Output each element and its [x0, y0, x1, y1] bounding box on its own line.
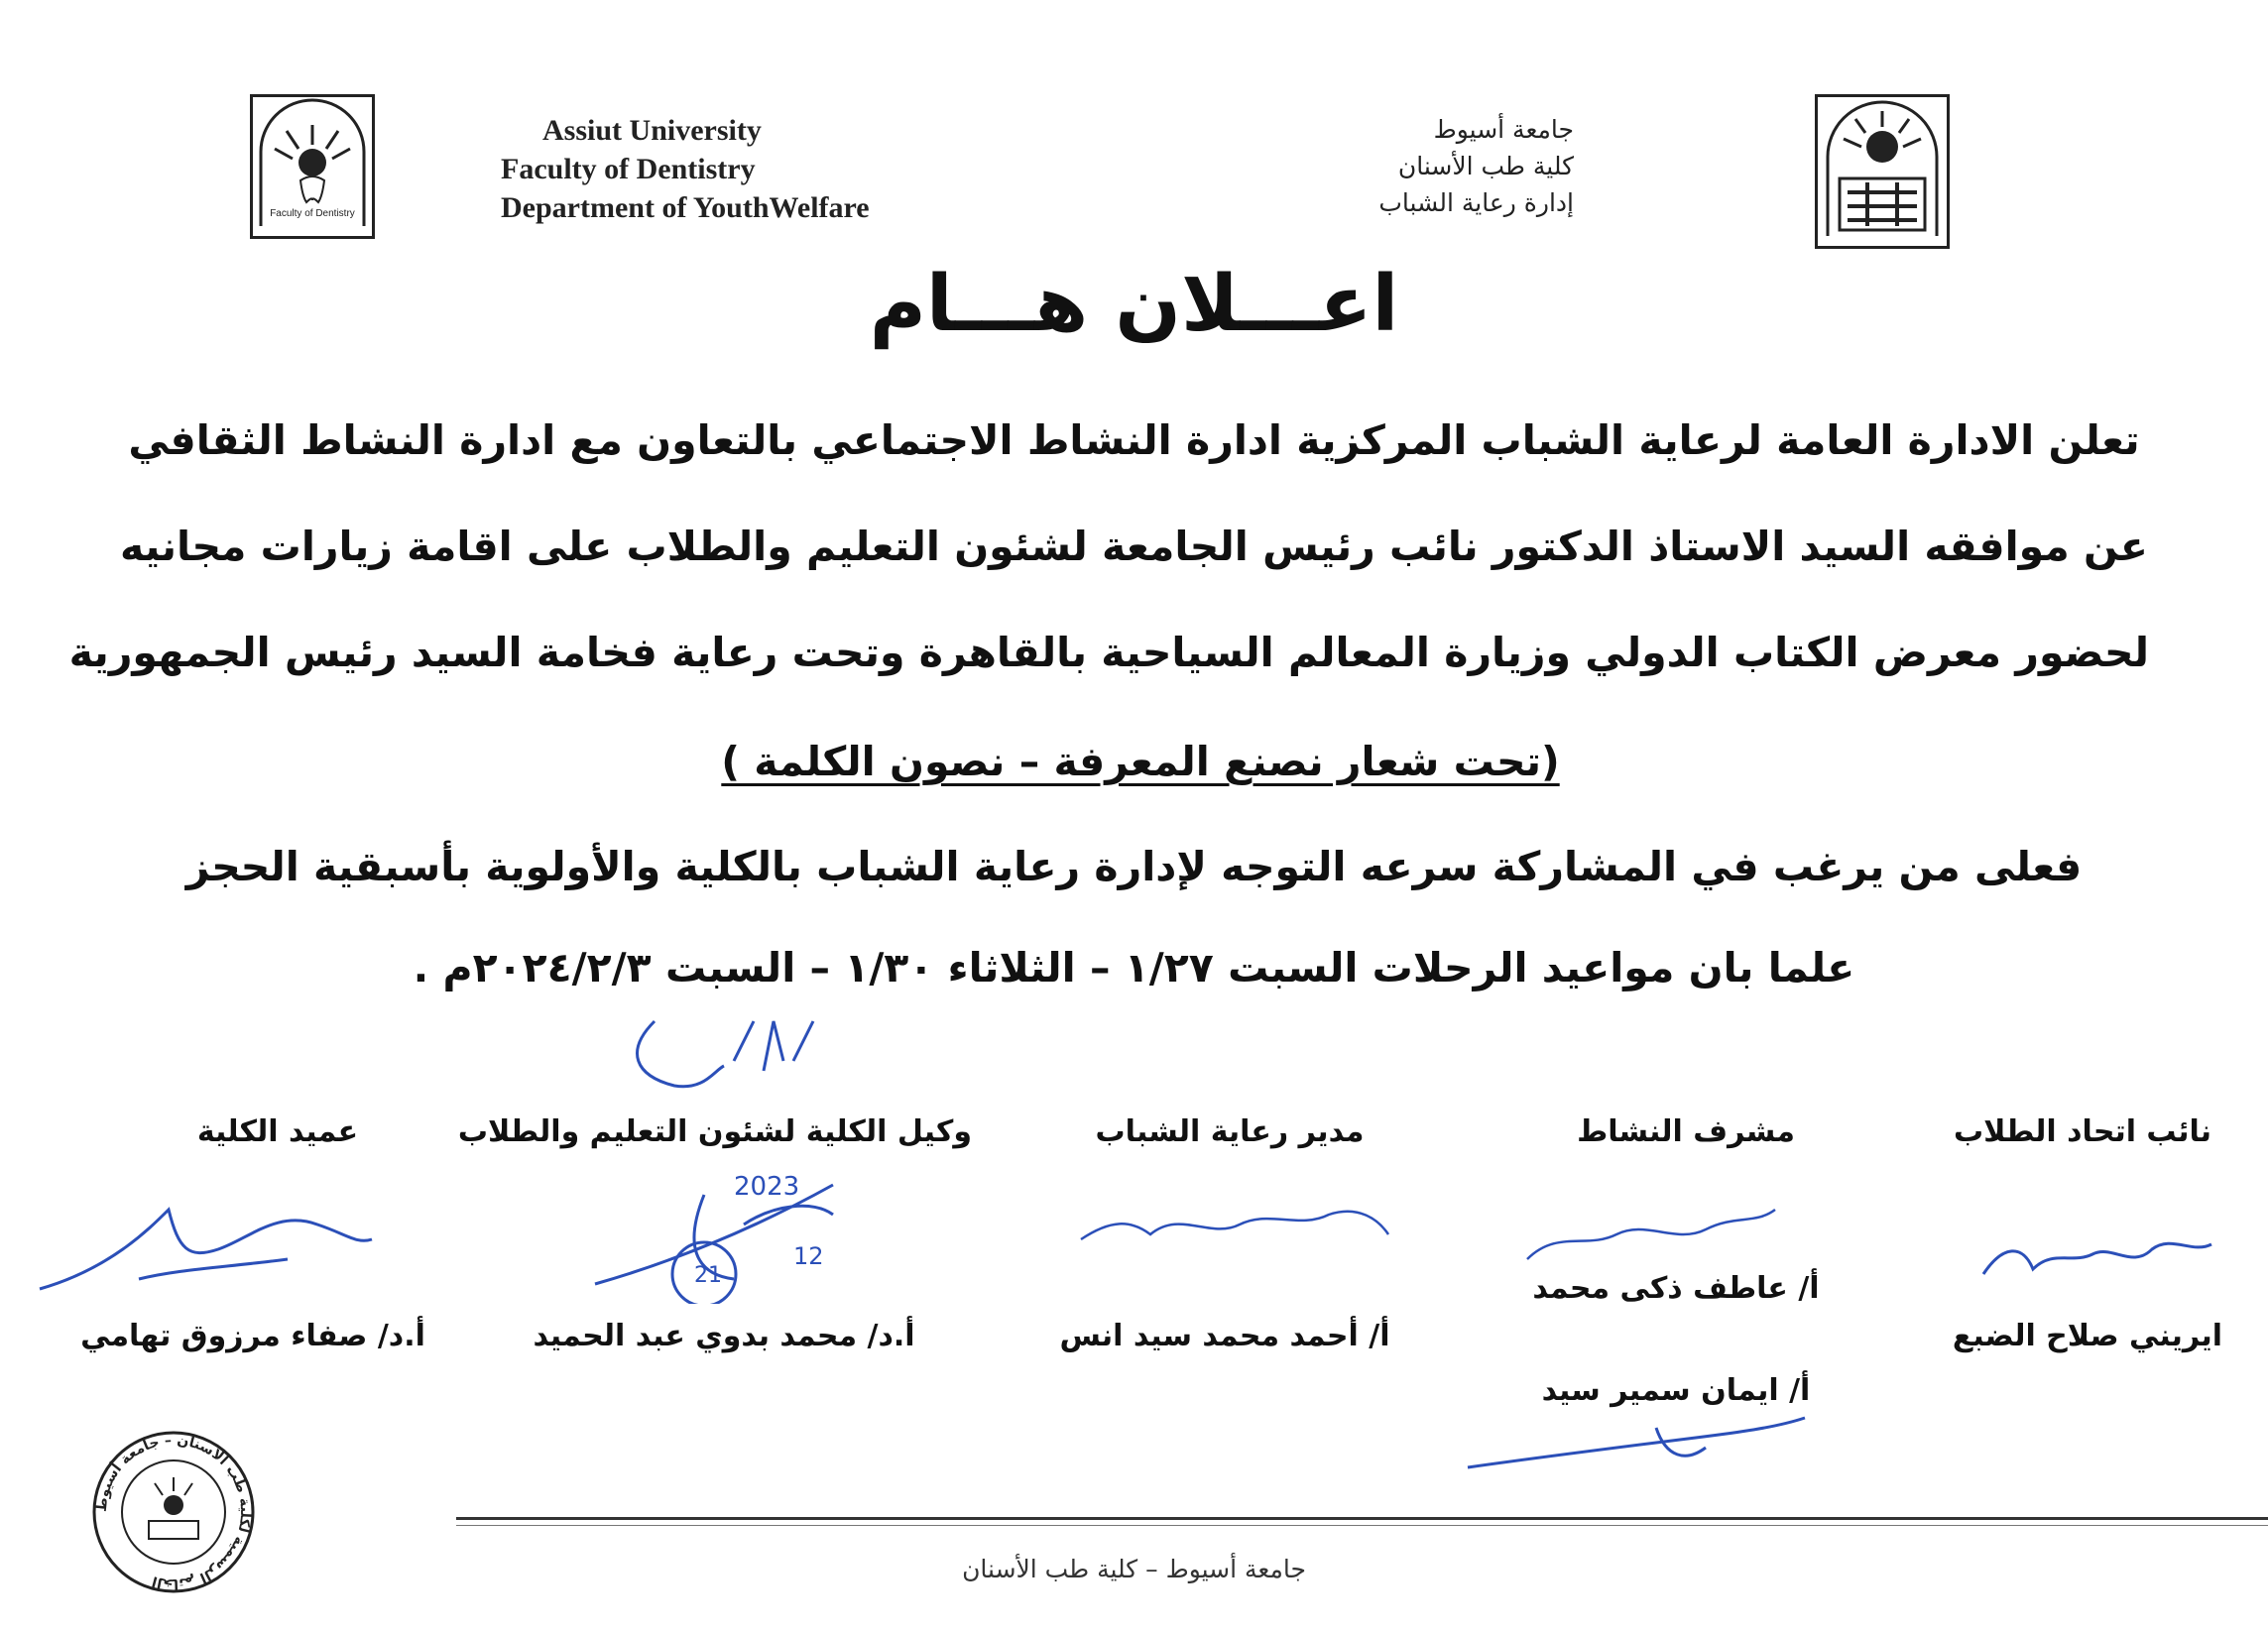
- footer-rule-thin: [456, 1525, 2268, 1526]
- english-faculty: Faculty of Dentistry: [501, 153, 756, 185]
- english-university: Assiut University: [542, 114, 762, 147]
- body-line-2: عن موافقه السيد الاستاذ الدكتور نائب رئيس الجامعة لشئون التعليم والطلاب على اقامة زيارات مجانيه: [120, 523, 2148, 570]
- svg-text:21: 21: [694, 1263, 722, 1288]
- vice-dean-signature: [585, 1165, 863, 1304]
- name-activity-supervisor-2: أ/ ايمان سمير سيد: [1541, 1373, 1811, 1408]
- role-vice-dean: وكيل الكلية لشئون التعليم والطلاب: [457, 1114, 972, 1149]
- body-line-6: علما بان مواعيد الرحلات السبت ١/٢٧ – الثلاثاء ١/٣٠ – السبت ٢٠٢٤/٢/٣م .: [413, 944, 1855, 991]
- name-activity-supervisor: أ/ عاطف ذكى محمد: [1532, 1271, 1820, 1306]
- role-union-vp: نائب اتحاد الطلاب: [1954, 1114, 2211, 1149]
- body-line-1: تعلن الادارة العامة لرعاية الشباب المركزية ادارة النشاط الاجتماعي بالتعاون مع ادارة النشاط الثقافي: [128, 416, 2140, 464]
- university-logo-right: [1815, 94, 1950, 249]
- english-header: [501, 111, 870, 227]
- name-dean: أ.د/ صفاء مرزوق تهامي: [80, 1319, 425, 1353]
- footer-text: جامعة أسيوط – كلية طب الأسنان: [962, 1555, 1306, 1583]
- second-supervisor-signature: [1458, 1408, 1815, 1487]
- name-youth-director: أ/ أحمد محمد سيد انس: [1059, 1319, 1390, 1353]
- activity-supervisor-signature: [1517, 1190, 1785, 1279]
- arabic-university: جامعة أسيوط: [1433, 115, 1574, 144]
- body-line-3: لحضور معرض الكتاب الدولي وزيارة المعالم السياحية بالقاهرة وتحت رعاية فخامة السيد رئيس الجمهورية: [68, 629, 2149, 676]
- slogan: (تحت شعار نصنع المعرفة – نصون الكلمة ): [721, 738, 1560, 785]
- faculty-logo-left: [250, 94, 375, 239]
- role-dean: عميد الكلية: [196, 1114, 359, 1149]
- logo-caption: Faculty of Dentistry: [270, 208, 355, 219]
- footer-rule: [456, 1517, 2268, 1520]
- union-vp-signature: [1964, 1225, 2221, 1294]
- arabic-faculty: كلية طب الأسنان: [1397, 152, 1574, 180]
- youth-director-signature: [1071, 1180, 1398, 1259]
- role-activity-supervisor: مشرف النشاط: [1577, 1114, 1795, 1149]
- svg-text:2023: 2023: [734, 1172, 800, 1202]
- svg-text:12: 12: [793, 1242, 824, 1270]
- english-department: Department of YouthWelfare: [501, 191, 870, 224]
- name-union-vp: ايريني صلاح الضبع: [1952, 1319, 2223, 1353]
- name-vice-dean: أ.د/ محمد بدوي عبد الحميد: [533, 1319, 915, 1353]
- role-youth-director: مدير رعاية الشباب: [1095, 1114, 1365, 1149]
- stamp-text: الخاتم الرسمية لكلية طب الأسنان – جامعة أسيوط: [93, 1432, 254, 1592]
- arabic-header: [1378, 111, 1574, 221]
- body-line-5: فعلى من يرغب في المشاركة سرعه التوجه لإدارة رعاية الشباب بالكلية والأولوية بأسبقية الحجز: [185, 843, 2083, 890]
- arabic-department: إدارة رعاية الشباب: [1378, 188, 1574, 217]
- top-signature: [615, 991, 873, 1101]
- announcement-title: اعـــلان هـــام: [869, 260, 1399, 349]
- dean-signature: [30, 1190, 387, 1299]
